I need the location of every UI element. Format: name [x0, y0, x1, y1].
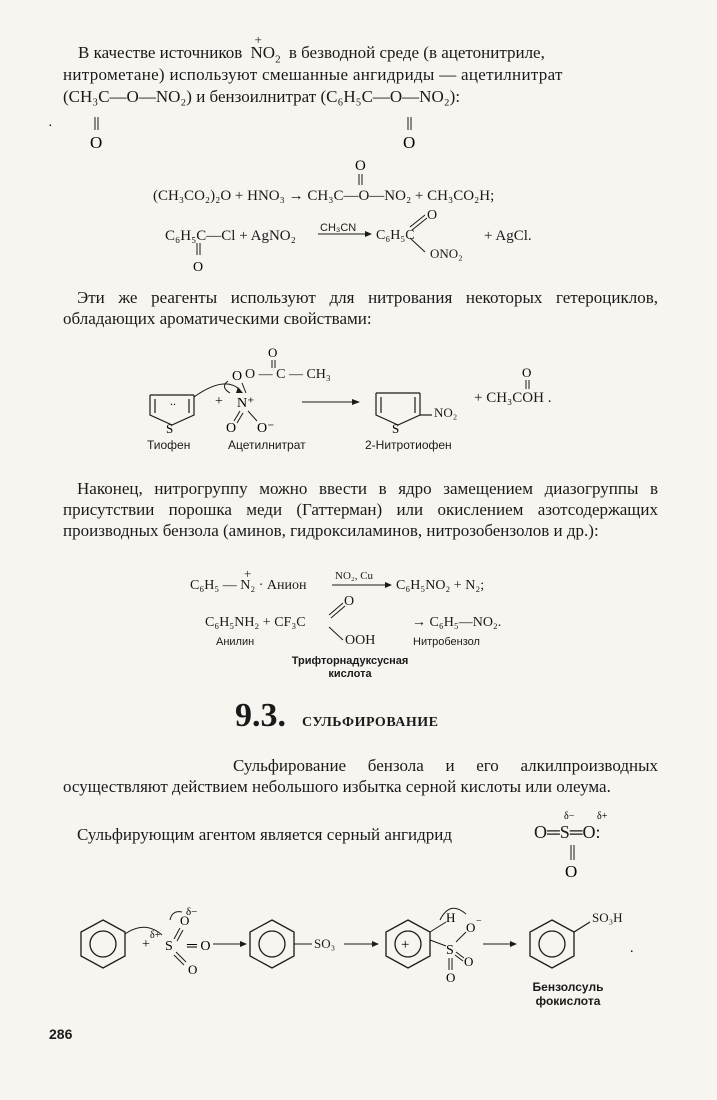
- peracid-ooh: OOH: [345, 633, 376, 648]
- acetic-acid: + CH₃COH .: [474, 390, 552, 406]
- reaction-2-product: C₆H₅C: [376, 228, 415, 243]
- benzene-ring-1: [81, 920, 125, 968]
- diazo-text: Наконец, нитрогруппу можно ввести в ядро замещением диазогруппы в присутствии порошка меди (Гаттерман) или окислением азотсодержащих производных бензола (аминов, гидроксиламинов, нитрозобензолов и др.):: [63, 479, 658, 540]
- diazo-condition: NO₂, Cu: [335, 570, 374, 582]
- svg-text:O: O: [232, 369, 243, 384]
- svg-text:O: O: [355, 158, 366, 174]
- svg-text:O: O: [446, 970, 456, 985]
- svg-text:N⁺: N⁺: [237, 396, 255, 411]
- svg-text:═ O: ═ O: [187, 939, 211, 954]
- label-peracid: Трифторнадуксусная кислота: [291, 655, 409, 680]
- heterocycle-text: Эти же реагенты используют для нитрования некоторых гетероциклов, обладающих ароматическими свойствами:: [63, 288, 658, 328]
- intro-line-1: В качестве источников + $NO_2$ в безводной среде (в ацетонитриле,: [78, 42, 658, 70]
- svg-text:+: +: [215, 394, 223, 409]
- so3-charges: [520, 805, 630, 880]
- reaction-2-graphics: [0, 205, 717, 275]
- reaction-1: (CH₃CO₂)₂O + HNO₃ → CH₃C—O—NO₂ + CH₃CO₂H;: [153, 188, 495, 204]
- label-benzenesulfonic-acid: Бензолсульфокислота: [532, 980, 604, 1008]
- svg-text:S: S: [166, 421, 174, 436]
- page-number: 286: [49, 1026, 73, 1042]
- reaction-2-right: + AgCl.: [484, 228, 532, 244]
- svg-text:O: O: [193, 260, 204, 275]
- label-nitrobenzene: Нитробензол: [413, 636, 480, 648]
- so3-formula: O═S═O:: [534, 822, 601, 842]
- section-title: СУЛЬФИРОВАНИЕ: [302, 715, 439, 730]
- svg-text:S: S: [165, 939, 173, 954]
- svg-text:−: −: [476, 916, 482, 927]
- svg-text:δ+: δ+: [150, 930, 161, 941]
- svg-text:O: O: [522, 365, 532, 380]
- diazo-reaction-left: C₆H₅ — N₂ · Анион: [190, 578, 307, 593]
- svg-text:·: ·: [48, 119, 53, 134]
- svg-text:O: O: [188, 962, 198, 977]
- oxidation-left: C₆H₅NH₂ + CF₃C: [205, 615, 306, 630]
- svg-text:δ−: δ−: [186, 906, 198, 918]
- reaction-2-left: C₆H₅C—Cl + AgNO₂: [165, 228, 296, 244]
- label-nitrothiophene: 2-Нитротиофен: [365, 438, 452, 452]
- svg-text:O⁻: O⁻: [257, 421, 275, 436]
- label-acetyl-nitrate: Ацетилнитрат: [228, 438, 306, 452]
- intro-line-3: (CH₃C—O—NO₂) и бензоилнитрат (C₆H₅C—O—NO₂):: [63, 87, 461, 106]
- svg-text:O: O: [226, 421, 237, 436]
- label-aniline: Анилин: [216, 636, 255, 648]
- svg-text:+: +: [401, 937, 410, 953]
- so3h-group: SO₃H: [592, 910, 623, 925]
- svg-text:H: H: [446, 910, 456, 925]
- reaction-2-product-o: O: [427, 208, 438, 223]
- thiophene-nitration-scheme: [0, 335, 717, 445]
- peracid-o: O: [344, 594, 355, 609]
- so3-group: SO₃: [314, 936, 336, 951]
- diazo-arrow: [330, 580, 400, 590]
- sulfonating-agent-text: Сульфирующим агентом является серный ангидрид: [77, 825, 453, 844]
- svg-text:O: O: [180, 913, 190, 928]
- diazo-reaction-right: C₆H₅NO₂ + N₂;: [396, 578, 485, 593]
- benzene-ring-2: [250, 920, 294, 968]
- label-thiophene: Тиофен: [147, 438, 191, 452]
- svg-text:δ−: δ−: [564, 811, 575, 822]
- carbonyl-marks: [0, 0, 717, 150]
- reaction-2-condition: CH₃CN: [320, 222, 357, 234]
- nitronium-ion: + $NO_2$: [250, 32, 281, 66]
- svg-text:S: S: [446, 943, 454, 958]
- sulfonation-text: Сульфирование бензола и его алкилпроизводных осуществляют действием небольшого избытка серной кислоты или олеума.: [63, 756, 658, 796]
- reaction-2-product-ono2: ONO₂: [430, 246, 463, 261]
- sulfonation-mechanism: [0, 890, 717, 990]
- svg-text:..: ..: [170, 394, 176, 408]
- section-number: 9.3.: [235, 697, 286, 734]
- svg-text:O: O: [464, 954, 474, 969]
- reaction-1-carbonyl: [0, 150, 717, 190]
- svg-text:O: O: [403, 133, 416, 150]
- benzenesulfonic-acid-ring: [530, 920, 590, 968]
- oxidation-right: → C₆H₅—NO₂.: [412, 615, 502, 630]
- intro-line-2: нитрометане) используют смешанные ангидриды — ацетилнитрат: [63, 65, 563, 84]
- nitrothiophene-ring: [376, 393, 432, 425]
- svg-text:.: .: [630, 941, 634, 956]
- acetyl-group: O — C — CH₃: [245, 367, 331, 382]
- svg-text:O: O: [466, 920, 476, 935]
- svg-text:δ+: δ+: [597, 811, 608, 822]
- svg-text:O: O: [565, 862, 578, 880]
- nitro-group: NO₂: [434, 405, 458, 420]
- svg-text:S: S: [392, 421, 400, 436]
- svg-text:O: O: [268, 345, 278, 360]
- diazo-plus: +: [244, 566, 252, 581]
- svg-text:O: O: [90, 133, 103, 150]
- svg-text:+: +: [142, 937, 150, 952]
